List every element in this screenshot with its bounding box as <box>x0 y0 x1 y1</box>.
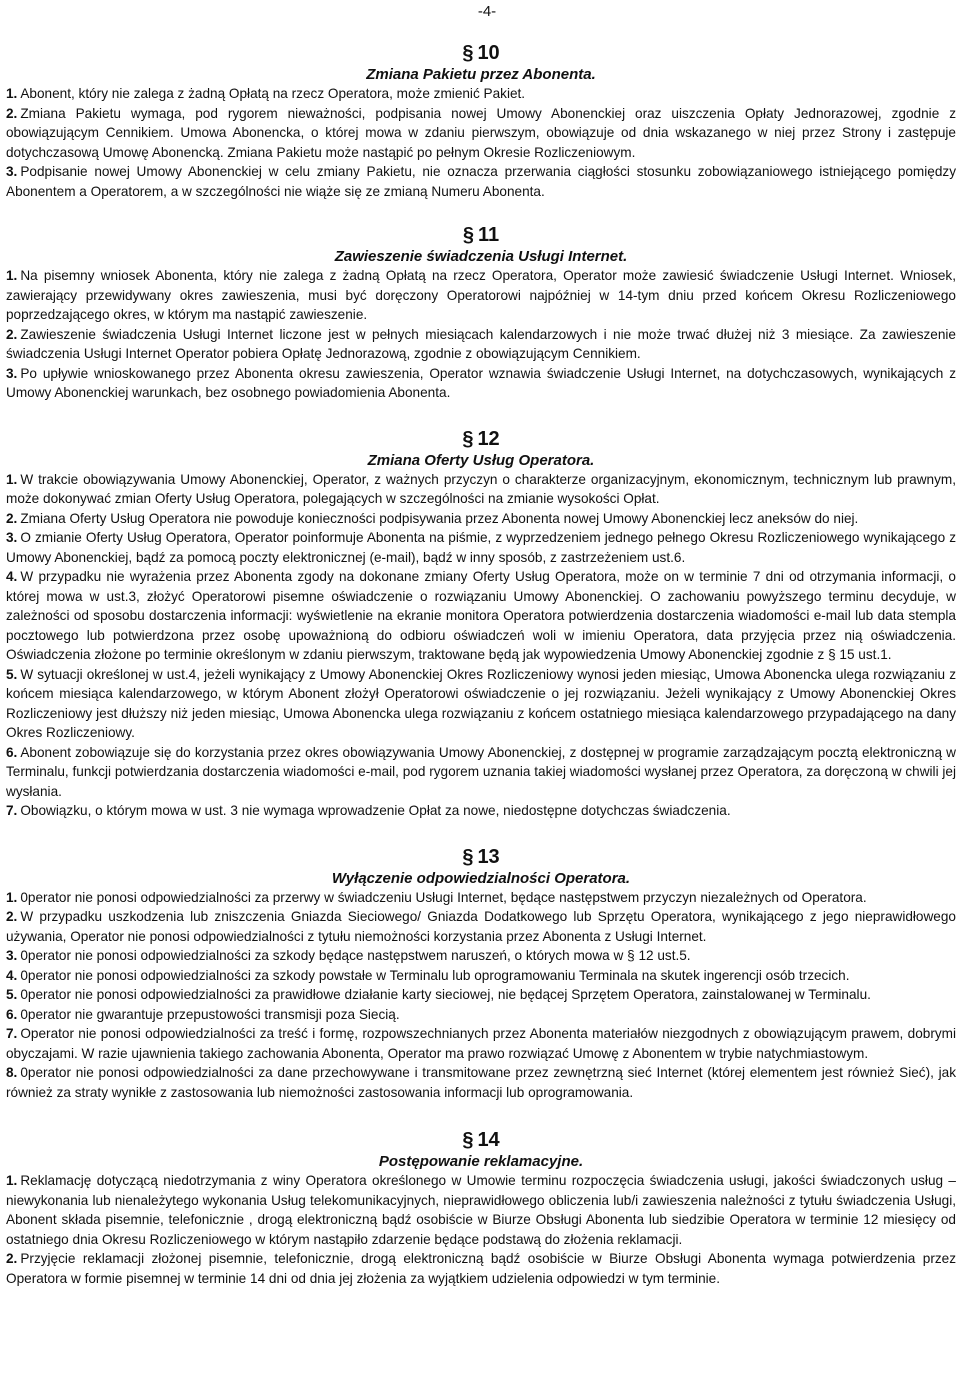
point-text: Na pisemny wniosek Abonenta, który nie zalega z żadną Opłatą na rzecz Operatora, Operator może zawiesić świadczenie Usługi Internet. Wniosek, zawierający przewidywany okres zawieszenia, musi być doręczony Operatorowi najpóźniej w 14-tym dniu przed końcem Okresu Rozliczeniowego poprzedzającego okres, w którym ma nastąpić zawieszenie. <box>6 268 956 322</box>
point-text: W trakcie obowiązywania Umowy Abonenckiej, Operator, z ważnych przyczyn o charakterze organizacyjnym, ekonomicznym, technicznym lub prawnym, może dokonywać zmian Oferty Usług Operatora, polegających w szczególności na zmianie wysokości Opłat. <box>6 471 956 506</box>
section-point <box>6 1249 956 1288</box>
section-point <box>6 1171 956 1249</box>
point-text: Abonent zobowiązuje się do korzystania przez okres obowiązywania Umowy Abonenckiej, z dostępnej w programie zarządzającym pocztą elektroniczną w Terminalu, funkcji potwierdzania dostarczenia wiadomości e-mail, pod rygorem uznania takiej wiadomości wysłanej przez Operatora, za doręczoną w chwili jej wysłania. <box>6 744 956 799</box>
section-point <box>6 1063 956 1102</box>
point-number: 2. <box>6 105 18 121</box>
point-text: 0perator nie ponosi odpowiedzialności za przerwy w świadczeniu Usługi Internet, będące następstwem przyczyn niezależnych od Operatora. <box>20 889 867 905</box>
point-number: 7. <box>6 803 18 818</box>
section-number-value: 14 <box>477 1129 500 1151</box>
section-symbol: § <box>462 42 474 64</box>
section-symbol: § <box>462 1129 474 1151</box>
section-point <box>6 567 956 665</box>
point-text: W przypadku nie wyrażenia przez Abonenta zgody na dokonane zmiany Oferty Usług Operatora, może on w terminie 7 dni od otrzymania informacji, o której mowa w ust.3, złożyć Operatorowi pisemne oświadczenie o rozwiązaniu Umowy Abonenckiej. O zachowaniu powyższego terminu decyduje, w zależności od sposobu dostarczenia informacji: wyświetlenie na ekranie monitora Operatora potwierdzenia dostarczenia wiadomości e-mail lub data stempla pocztowego lub potwierdzona przez osobę upoważnioną do odbioru oświadczeń woli w imieniu Operatora, data przyjęcia przez nią oświadczenia. Oświadczenia złożone po terminie określonym w zdaniu pierwszym, traktowane będą jak wypowiedzenia Umowy Abonenckiej zgodnie z § 15 ust.1. <box>6 569 956 662</box>
point-text: 0perator nie ponosi odpowiedzialności za prawidłowe działanie karty sieciowej, nie będącej Sprzętem Operatora, zainstalowanej w Terminalu. <box>20 987 871 1002</box>
section-title: Zawieszenie świadczenia Usługi Internet. <box>334 248 628 265</box>
point-number: 6. <box>6 744 18 760</box>
section-number <box>6 427 956 451</box>
point-text: Po upływie wnioskowanego przez Abonenta okresu zawieszenia, Operator wznawia świadczenie Usługi Internet, na dotychczasowych, wynikających z Umowy Abonenckiej warunkach, bez osobnego powiadomienia Abonenta. <box>6 365 956 400</box>
section-point <box>6 84 956 104</box>
point-number: 2. <box>6 909 18 924</box>
point-text: Obowiązku, o którym mowa w ust. 3 nie wymaga wprowadzenie Opłat za nowe, niedostępne dotychczas świadczenia. <box>20 803 731 818</box>
section-point <box>6 985 956 1005</box>
section-number-value: 13 <box>477 845 500 868</box>
point-number: 1. <box>6 86 18 101</box>
point-number: 6. <box>6 1006 18 1022</box>
point-number: 4. <box>6 967 18 983</box>
point-text: 0perator nie ponosi odpowiedzialności za dane przechowywane i transmitowane przez zewnętrzną sieć Internet (której elementem jest również Sieć), jak również za straty wynikłe z zastosowania lub niemożności zastosowania informacji lub oprogramowania. <box>6 1065 956 1100</box>
point-number: 2. <box>6 1251 18 1266</box>
point-text: Zmiana Pakietu wymaga, pod rygorem nieważności, podpisania nowej Umowy Abonenckiej oraz uiszczenia Opłaty Jednorazowej, zgodnie z obowiązującym Cennikiem. Umowa Abonencka, o której mowa w zdaniu pierwszym, obowiązuje od dnia wskazanego w niej przez Strony i zastępuje dotychczasową Umowę Abonencką. Zmiana Pakietu może nastąpić po pełnym Okresie Rozliczeniowym. <box>6 105 956 160</box>
section-title: Wyłączenie odpowiedzialności Operatora. <box>331 869 631 887</box>
section-point <box>6 665 956 743</box>
section-11 <box>6 223 956 403</box>
point-number: 4. <box>6 569 18 584</box>
point-text: 0perator nie ponosi odpowiedzialności za szkody powstałe w Terminalu lub oprogramowaniu Terminala na skutek ingerencji osób trzecich. <box>20 967 850 983</box>
section-point <box>6 888 956 908</box>
point-number: 3. <box>6 530 18 545</box>
sections-container <box>6 41 956 1288</box>
document-page <box>6 0 956 1288</box>
point-number: 3. <box>6 365 18 381</box>
section-number <box>6 1128 956 1152</box>
section-point <box>6 946 956 966</box>
section-point <box>6 104 956 163</box>
section-number <box>6 223 956 247</box>
page-number: -4- <box>477 3 497 20</box>
point-text: Zmiana Oferty Usług Operatora nie powoduje konieczności podpisywania przez Abonenta nowej Umowy Abonenckiej lecz aneksów do niej. <box>20 510 859 526</box>
point-text: O zmianie Oferty Usług Operatora, Operator poinformuje Abonenta na piśmie, z wyprzedzeniem jednego pełnego Okresu Rozliczeniowego wynikającego z Umowy Abonenckiej, bądź za pomocą poczty elektronicznej (e-mail), bądź w inny sposób, z zastrzeżeniem ust.6. <box>6 530 956 565</box>
section-12 <box>6 427 956 821</box>
section-title: Zmiana Pakietu przez Abonenta. <box>366 66 596 83</box>
point-number: 3. <box>6 164 18 179</box>
section-point <box>6 1024 956 1063</box>
section-point <box>6 266 956 325</box>
section-point <box>6 1005 956 1025</box>
section-point <box>6 509 956 529</box>
point-text: Zawieszenie świadczenia Usługi Internet liczone jest w pełnych miesiącach kalendarzowych i nie może trwać dłużej niż 3 miesiące. Za zawieszenie świadczenia Usługi Internet Operator pobiera Opłatę Jednorazową, zgodnie z obowiązującym Cennikiem. <box>6 326 956 361</box>
point-number: 5. <box>6 666 18 682</box>
section-number-value: 10 <box>477 42 500 64</box>
section-point <box>6 966 956 986</box>
point-number: 7. <box>6 1026 18 1041</box>
point-text: W przypadku uszkodzenia lub zniszczenia Gniazda Sieciowego/ Gniazda Dodatkowego lub Sprzętu Operatora, wynikającego z jego nieprawidłowego używania, Operator nie ponosi odpowiedzialności z tytułu niemożności korzystania przez Abonenta z Usługi Internet. <box>6 909 956 944</box>
section-symbol: § <box>462 224 474 246</box>
point-number: 3. <box>6 948 18 963</box>
section-point <box>6 907 956 946</box>
section-point <box>6 801 956 821</box>
section-14 <box>6 1128 956 1288</box>
section-point <box>6 470 956 509</box>
point-number: 1. <box>6 889 18 905</box>
point-number: 1. <box>6 268 18 283</box>
point-number: 1. <box>6 471 18 487</box>
point-number: 2. <box>6 510 18 526</box>
section-point <box>6 162 956 201</box>
section-number <box>6 845 956 869</box>
section-point <box>6 325 956 364</box>
point-text: Reklamację dotyczącą niedotrzymania z winy Operatora określonego w Umowie terminu rozpoczęcia świadczenia usługi, jakości świadczonych usług – niewykonania lub nienależytego wykonania Usług telekomunikacyjnych, nieprawidłowego obliczenia lub/i zawieszenia należności z tytułu świadczenia Usługi, Abonent składa pisemnie, telefonicznie , drogą elektroniczną bądź osobiście w Biurze Obsługi Abonenta lub siedzibie Operatora w terminie 12 miesięcy od ostatniego dnia Okresu Rozliczeniowego w którym nastąpiło zdarzenie będące podstawą do złożenia reklamacji. <box>6 1173 956 1247</box>
section-number-value: 11 <box>477 224 500 246</box>
section-point <box>6 743 956 802</box>
point-number: 5. <box>6 987 18 1002</box>
section-symbol: § <box>462 427 474 450</box>
point-number: 8. <box>6 1065 18 1080</box>
point-number: 2. <box>6 326 18 342</box>
section-number-value: 12 <box>477 427 500 450</box>
point-text: Operator nie ponosi odpowiedzialności za treść i formę, rozpowszechnianych przez Abonenta materiałów niezgodnych z obowiązującym prawem, dobrymi obyczajami. W razie ujawnienia takiego zachowania Abonenta, Operator ma prawo rozwiązać Umowę z Abonentem w trybie natychmiastowym. <box>6 1026 956 1061</box>
section-13 <box>6 845 956 1103</box>
section-title: Zmiana Oferty Usług Operatora. <box>367 451 595 469</box>
section-symbol: § <box>462 845 474 868</box>
section-point <box>6 528 956 567</box>
section-10 <box>6 41 956 201</box>
point-text: W sytuacji określonej w ust.4, jeżeli wynikający z Umowy Abonenckiej Okres Rozliczeniowy wynosi jeden miesiąc, Umowa Abonencka ulega rozwiązaniu z końcem miesiąca kalendarzowego, w którym Abonent złożył Operatorowi oświadczenie o jej rozwiązaniu. Jeżeli wynikający z Umowy Abonenckiej Okres Rozliczeniowy jest dłuższy niż jeden miesiąc, Umowa Abonencka ulega rozwiązaniu z końcem ostatniego miesiąca kalendarzowego przypadającego na dany Okres Rozliczeniowy. <box>6 666 956 740</box>
point-number: 1. <box>6 1173 18 1188</box>
point-text: Przyjęcie reklamacji złożonej pisemnie, telefonicznie, drogą elektroniczną bądź osobiście w Biurze Obsługi Abonenta wymaga potwierdzenia przez Operatora w formie pisemnej w terminie 14 dni od dnia jej złożenia za wyjątkiem udzielenia odpowiedzi w tym terminie. <box>6 1251 956 1286</box>
point-text: 0perator nie gwarantuje przepustowości transmisji poza Siecią. <box>20 1006 400 1022</box>
section-title: Postępowanie reklamacyjne. <box>378 1153 584 1170</box>
section-number <box>6 41 956 65</box>
point-text: Podpisanie nowej Umowy Abonenckiej w celu zmiany Pakietu, nie oznacza przerwania ciągłości stosunku zobowiązaniowego istniejącego pomiędzy Abonentem a Operatorem, a w szczególności nie wiąże się ze zmianą Numeru Abonenta. <box>6 164 956 199</box>
point-text: 0perator nie ponosi odpowiedzialności za szkody będące następstwem naruszeń, o których mowa w § 12 ust.5. <box>20 948 691 963</box>
point-text: Abonent, który nie zalega z żadną Opłatą na rzecz Operatora, może zmienić Pakiet. <box>20 86 526 101</box>
section-point <box>6 364 956 403</box>
